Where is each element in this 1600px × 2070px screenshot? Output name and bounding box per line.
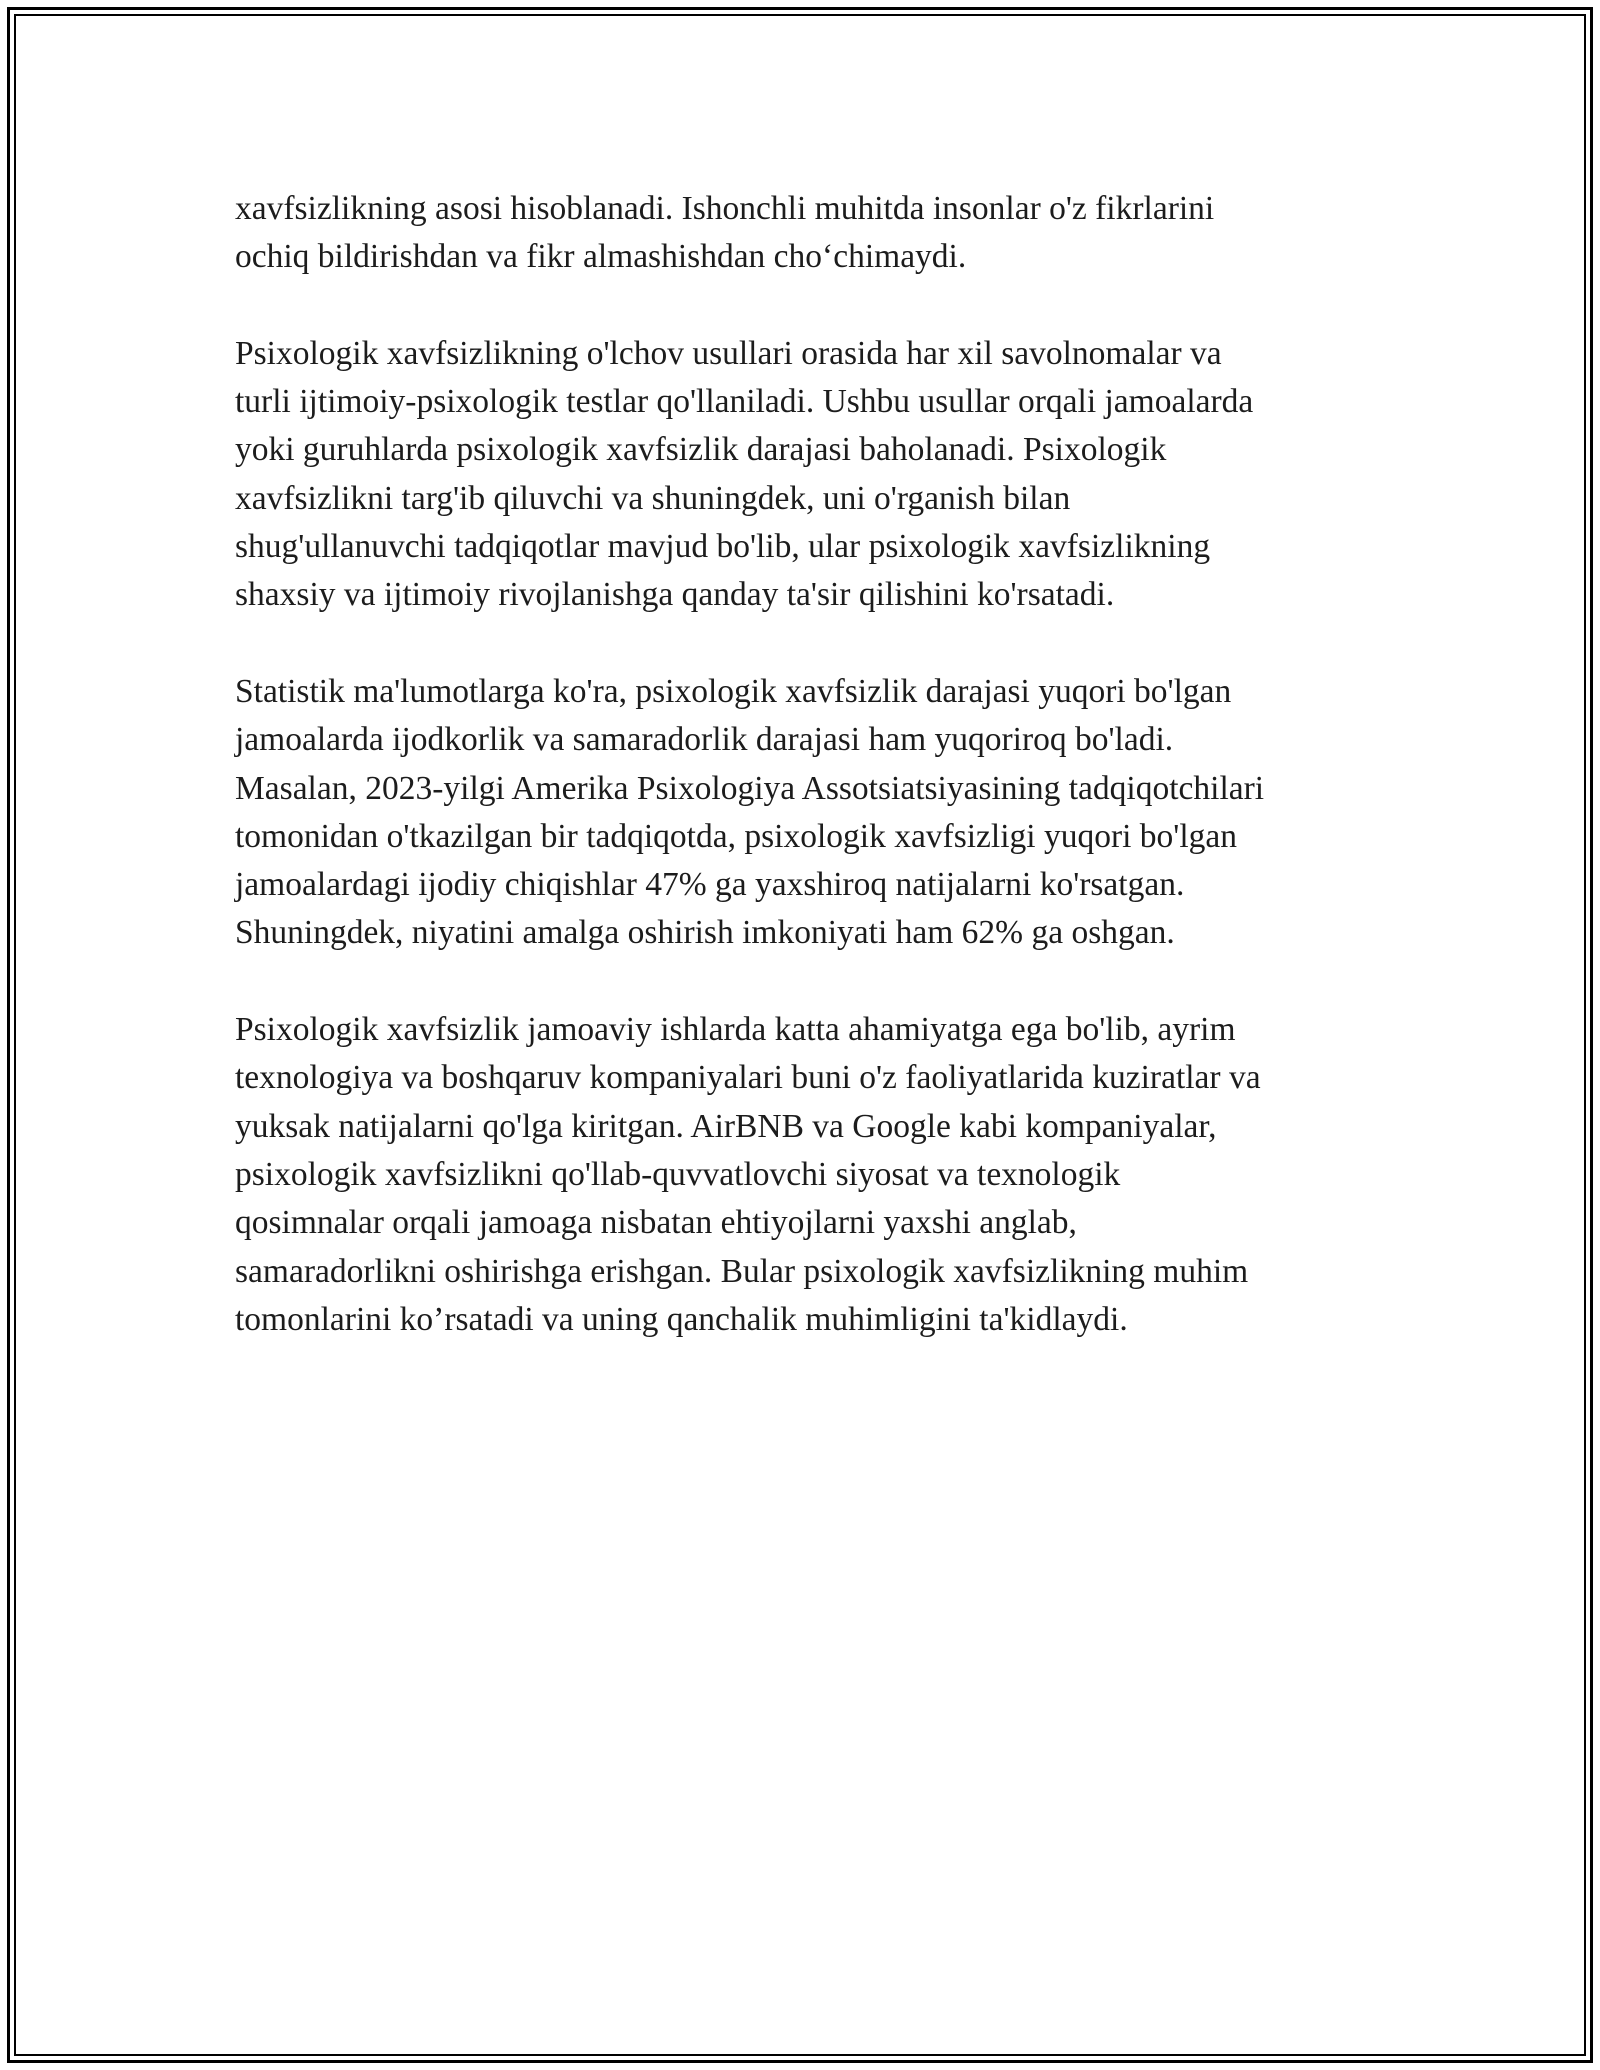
text-line: turli ijtimoiy-psixologik testlar qo'llaniladi. Ushbu usullar orqali jamoalarda: [235, 383, 1254, 421]
paragraph-company-examples: [235, 1006, 1395, 1344]
text-line: Psixologik xavfsizlik jamoaviy ishlarda katta ahamiyatga ega bo'lib, ayrim: [235, 1011, 1236, 1049]
text-line: Masalan, 2023-yilgi Amerika Psixologiya Assotsiatsiyasining tadqiqotchilari: [235, 769, 1265, 807]
text-line: qosimnalar orqali jamoaga nisbatan ehtiyojlarni yaxshi anglab,: [235, 1204, 1077, 1242]
text-line: xavfsizlikning asosi hisoblanadi. Ishonchli muhitda insonlar o'z fikrlarini: [235, 190, 1215, 227]
text-line: Statistik ma'lumotlarga ko'ra, psixologik xavfsizlik darajasi yuqori bo'lgan: [235, 672, 1232, 710]
text-line: ochiq bildirishdan va fikr almashishdan cho‘chimaydi.: [235, 238, 967, 276]
text-line: Psixologik xavfsizlikning o'lchov usullari orasida har xil savolnomalar va: [235, 334, 1222, 372]
text-line: shaxsiy va ijtimoiy rivojlanishga qanday ta'sir qilishini ko'rsatadi.: [235, 576, 1115, 614]
text-line: jamoalarda ijodkorlik va samaradorlik darajasi ham yuqoriroq bo'ladi.: [235, 721, 1174, 759]
text-line: yuksak natijalarni qo'lga kiritgan. AirBNB va Google kabi kompaniyalar,: [235, 1107, 1217, 1145]
text-line: tomonlarini ko’rsatadi va uning qanchalik muhimligini ta'kidlaydi.: [235, 1300, 1128, 1338]
text-line: Shuningdek, niyatini amalga oshirish imkoniyati ham 62% ga oshgan.: [235, 914, 1175, 952]
text-line: yoki guruhlarda psixologik xavfsizlik darajasi baholanadi. Psixologik: [235, 431, 1167, 469]
document-body: [235, 185, 1395, 1392]
text-line: xavfsizlikni targ'ib qiluvchi va shuningdek, uni o'rganish bilan: [235, 479, 1071, 517]
paragraph-trust-environment: [235, 185, 1395, 282]
text-line: psixologik xavfsizlikni qo'llab-quvvatlovchi siyosat va texnologik: [235, 1155, 1121, 1193]
text-line: tomonidan o'tkazilgan bir tadqiqotda, psixologik xavfsizligi yuqori bo'lgan: [235, 817, 1238, 855]
text-line: shug'ullanuvchi tadqiqotlar mavjud bo'lib, ular psixologik xavfsizlikning: [235, 528, 1211, 566]
text-line: texnologiya va boshqaruv kompaniyalari buni o'z faoliyatlarida kuziratlar va: [235, 1059, 1261, 1097]
paragraph-measurement-methods: [235, 330, 1395, 620]
text-line: samaradorlikni oshirishga erishgan. Bular psixologik xavfsizlikning muhim: [235, 1252, 1249, 1290]
paragraph-statistics: [235, 668, 1395, 958]
text-line: jamoalardagi ijodiy chiqishlar 47% ga yaxshiroq natijalarni ko'rsatgan.: [235, 866, 1185, 904]
